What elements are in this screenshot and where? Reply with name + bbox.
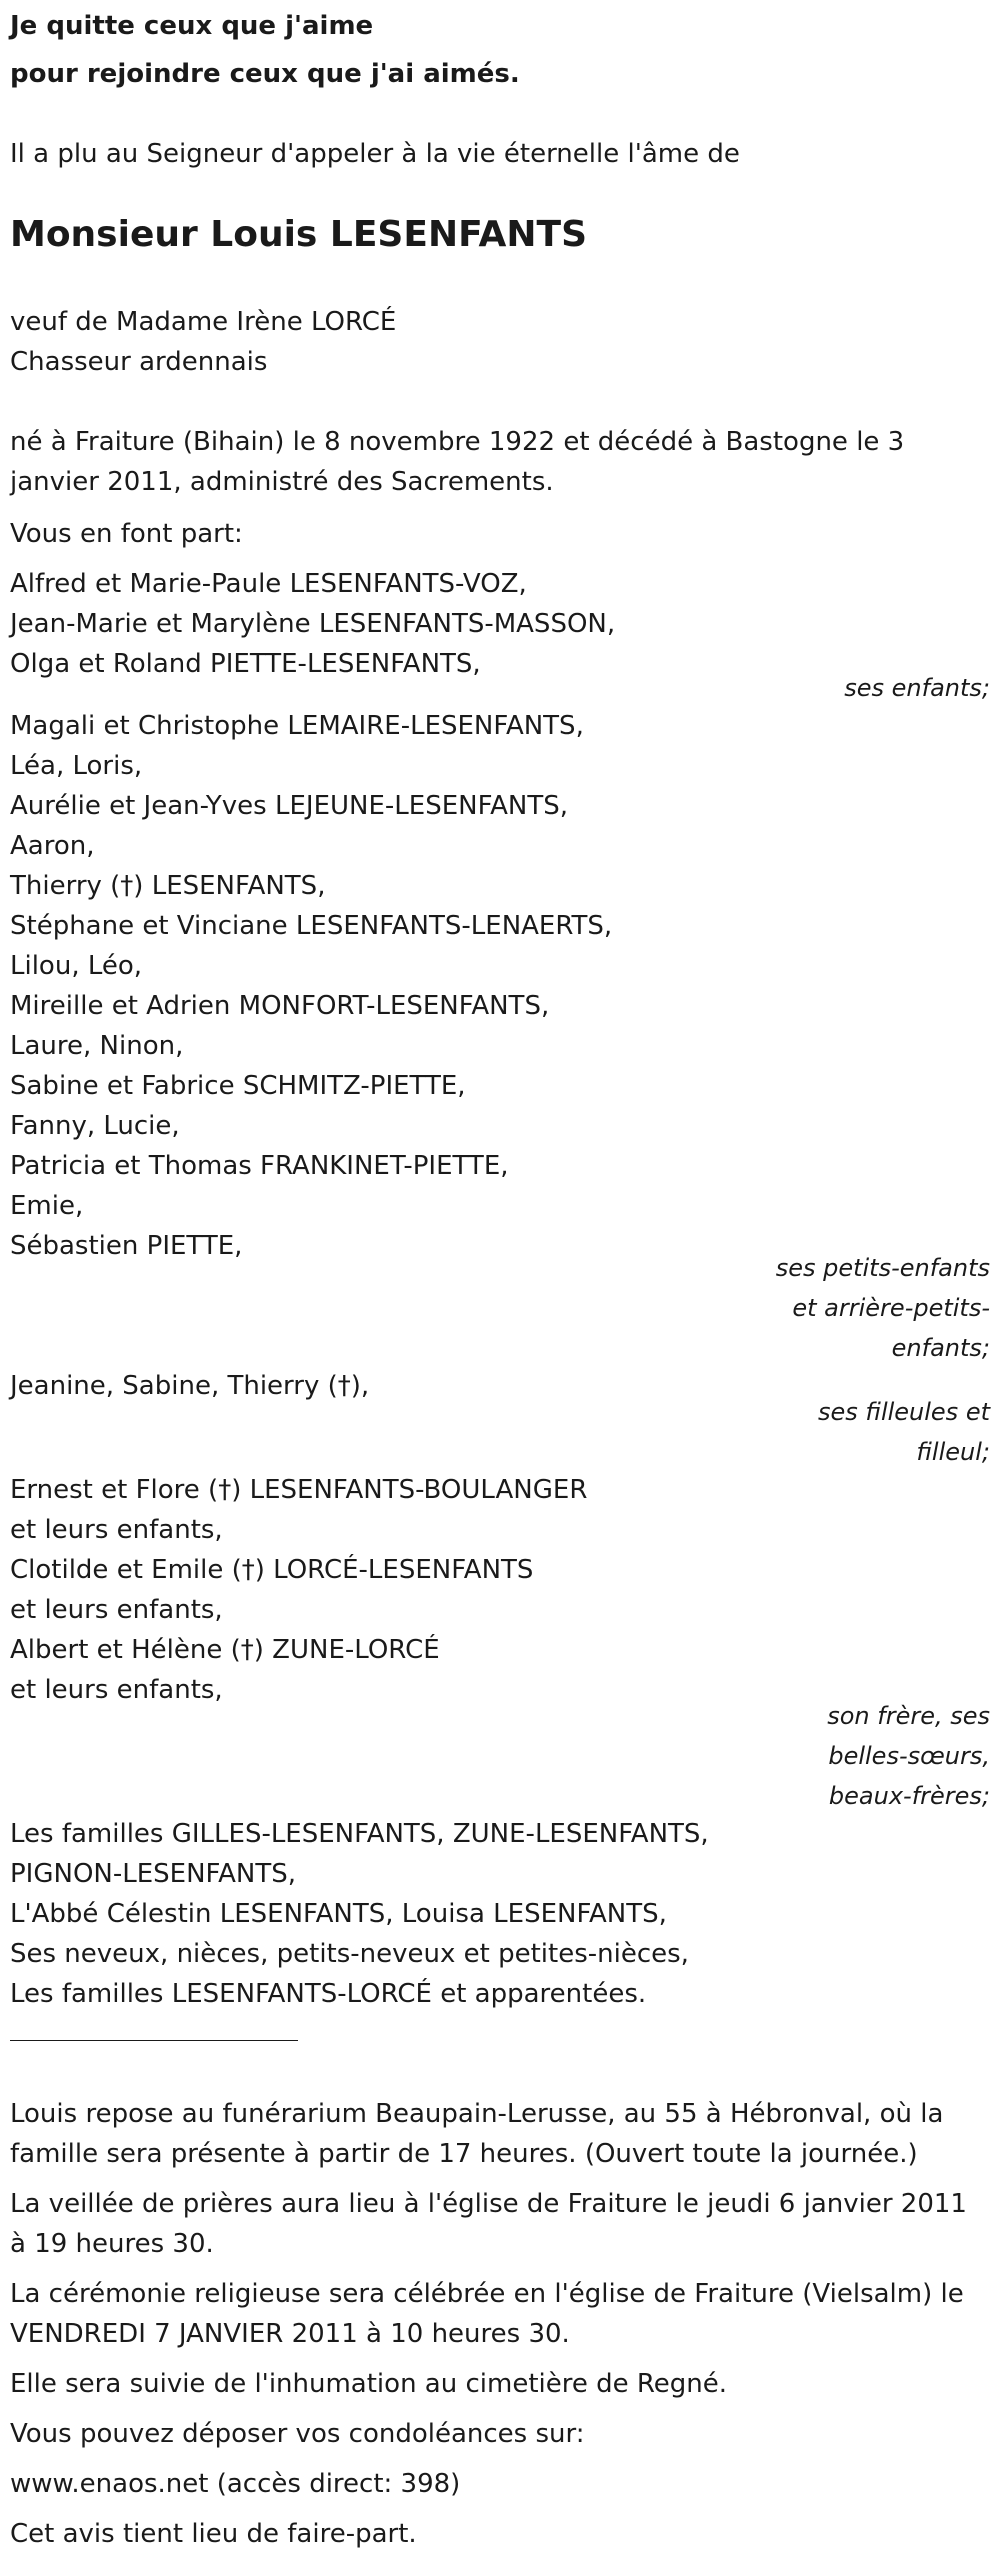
separator-line <box>10 2040 298 2041</box>
inhumation-line: Elle sera suivie de l'inhumation au cimetière de Regné. <box>10 2369 728 2399</box>
announce-line: Vous en font part: <box>10 519 243 549</box>
grandchildren-line: Aurélie et Jean-Yves LEJEUNE-LESENFANTS, <box>10 791 569 821</box>
siblings-line: Albert et Hélène (†) ZUNE-LORCÉ <box>10 1635 440 1665</box>
intro-quote-line-1: Je quitte ceux que j'aime <box>10 11 374 41</box>
veillee-line-2: à 19 heures 30. <box>10 2229 214 2259</box>
siblings-line: Ernest et Flore (†) LESENFANTS-BOULANGER <box>10 1475 588 1505</box>
children-line: Olga et Roland PIETTE-LESENFANTS, <box>10 649 481 679</box>
repose-line-2: famille sera présente à partir de 17 heures. (Ouvert toute la journée.) <box>10 2139 918 2169</box>
siblings-line: Clotilde et Emile (†) LORCÉ-LESENFANTS <box>10 1555 534 1585</box>
godchildren-label-line: ses filleules et <box>818 1398 990 1426</box>
ceremonie-line-2: VENDREDI 7 JANVIER 2011 à 10 heures 30. <box>10 2319 570 2349</box>
grandchildren-line: Aaron, <box>10 831 95 861</box>
siblings-label-line: belles-sœurs, <box>828 1742 990 1770</box>
website-line: www.enaos.net (accès direct: 398) <box>10 2469 461 2499</box>
siblings-line: et leurs enfants, <box>10 1515 223 1545</box>
veillee-line-1: La veillée de prières aura lieu à l'église de Fraiture le jeudi 6 janvier 2011 <box>10 2189 967 2219</box>
children-line: Alfred et Marie-Paule LESENFANTS-VOZ, <box>10 569 527 599</box>
title-line: Chasseur ardennais <box>10 347 268 377</box>
families-line: Ses neveux, nièces, petits-neveux et petites-nièces, <box>10 1939 689 1969</box>
siblings-label-line: son frère, ses <box>827 1702 990 1730</box>
grandchildren-label-line: et arrière-petits- <box>792 1294 990 1322</box>
families-line: L'Abbé Célestin LESENFANTS, Louisa LESENFANTS, <box>10 1899 667 1929</box>
grandchildren-label-line: enfants; <box>891 1334 990 1362</box>
birth-death-line-2: janvier 2011, administré des Sacrements. <box>10 467 554 497</box>
grandchildren-line: Stéphane et Vinciane LESENFANTS-LENAERTS, <box>10 911 613 941</box>
grandchildren-line: Mireille et Adrien MONFORT-LESENFANTS, <box>10 991 550 1021</box>
grandchildren-line: Lilou, Léo, <box>10 951 143 981</box>
children-label: ses enfants; <box>844 674 990 702</box>
children-line: Jean-Marie et Marylène LESENFANTS-MASSON, <box>10 609 616 639</box>
widower-line: veuf de Madame Irène LORCÉ <box>10 307 397 337</box>
grandchildren-line: Emie, <box>10 1191 84 1221</box>
intro-quote-line-2: pour rejoindre ceux que j'ai aimés. <box>10 59 520 89</box>
grandchildren-line: Léa, Loris, <box>10 751 143 781</box>
families-line: Les familles LESENFANTS-LORCÉ et apparentées. <box>10 1979 647 2009</box>
deceased-name: Monsieur Louis LESENFANTS <box>10 214 588 255</box>
godchildren-line: Jeanine, Sabine, Thierry (†), <box>10 1371 370 1401</box>
families-line: PIGNON-LESENFANTS, <box>10 1859 296 1889</box>
grandchildren-line: Thierry (†) LESENFANTS, <box>10 871 326 901</box>
ceremonie-line-1: La cérémonie religieuse sera célébrée en l'église de Fraiture (Vielsalm) le <box>10 2279 964 2309</box>
grandchildren-label-line: ses petits-enfants <box>775 1254 990 1282</box>
grandchildren-line: Patricia et Thomas FRANKINET-PIETTE, <box>10 1151 509 1181</box>
birth-death-line-1: né à Fraiture (Bihain) le 8 novembre 1922 et décédé à Bastogne le 3 <box>10 427 905 457</box>
grandchildren-line: Sébastien PIETTE, <box>10 1231 243 1261</box>
siblings-label-line: beaux-frères; <box>828 1782 990 1810</box>
intro-text: Il a plu au Seigneur d'appeler à la vie éternelle l'âme de <box>10 139 740 169</box>
families-line: Les familles GILLES-LESENFANTS, ZUNE-LESENFANTS, <box>10 1819 709 1849</box>
godchildren-label-line: filleul; <box>916 1438 990 1466</box>
grandchildren-line: Laure, Ninon, <box>10 1031 184 1061</box>
condoleances-line: Vous pouvez déposer vos condoléances sur: <box>10 2419 585 2449</box>
repose-line-1: Louis repose au funérarium Beaupain-Lerusse, au 55 à Hébronval, où la <box>10 2099 944 2129</box>
grandchildren-line: Magali et Christophe LEMAIRE-LESENFANTS, <box>10 711 584 741</box>
closing-line: Cet avis tient lieu de faire-part. <box>10 2519 417 2549</box>
grandchildren-line: Fanny, Lucie, <box>10 1111 180 1141</box>
siblings-line: et leurs enfants, <box>10 1675 223 1705</box>
siblings-line: et leurs enfants, <box>10 1595 223 1625</box>
grandchildren-line: Sabine et Fabrice SCHMITZ-PIETTE, <box>10 1071 466 1101</box>
